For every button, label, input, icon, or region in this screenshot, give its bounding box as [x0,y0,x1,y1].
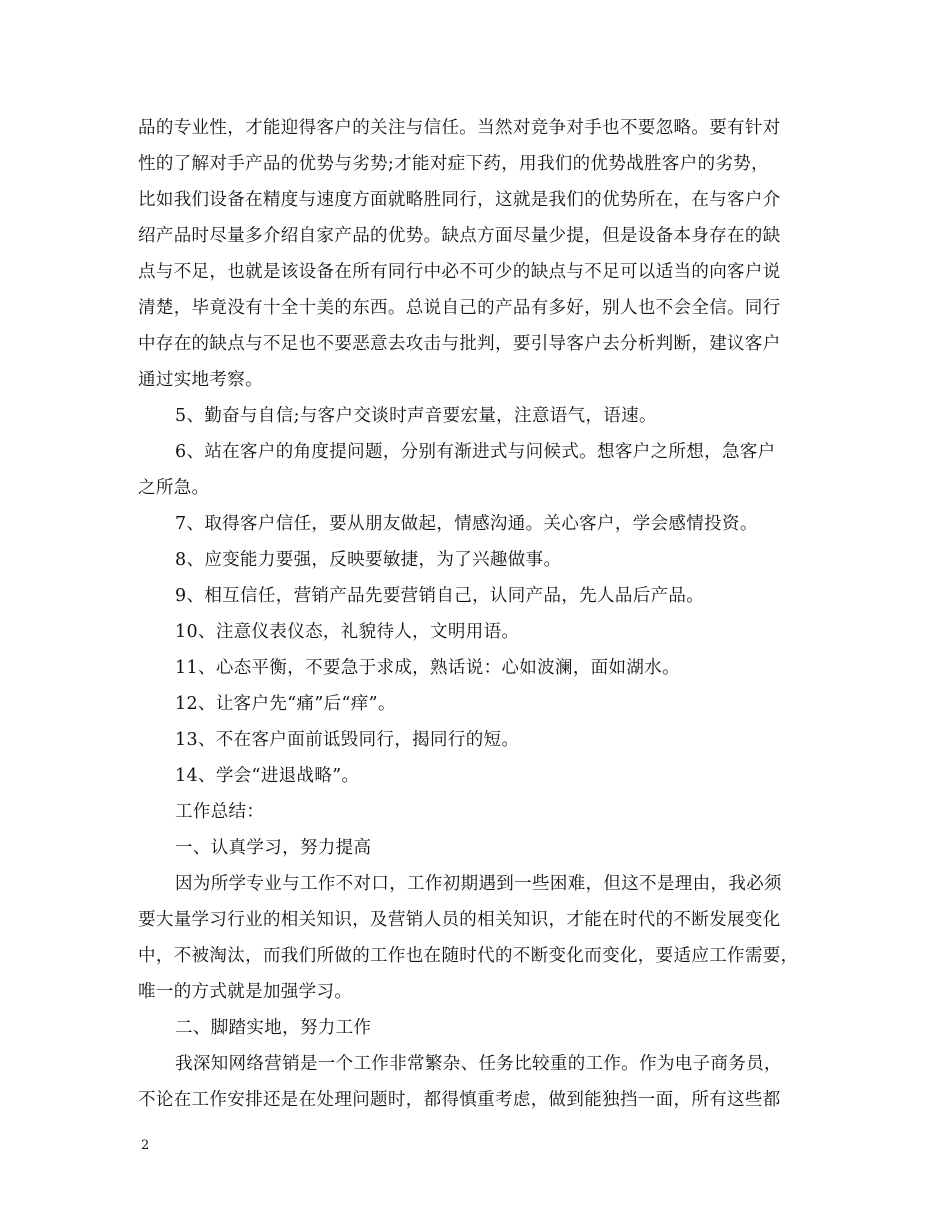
text-line: 不论在工作安排还是在处理问题时，都得慎重考虑，做到能独挡一面，所有这些都 [138,1090,781,1110]
text-line: 我深知网络营销是一个工作非常繁杂、任务比较重的工作。作为电子商务员， [175,1054,782,1074]
list-item-8: 8、应变能力要强，反映要敏捷，为了兴趣做事。 [175,550,562,570]
text-line: 中，不被淘汰，而我们所做的工作也在随时代的不断变化而变化，要适应工作需要， [138,946,799,966]
text-line: 性的了解对手产品的优势与劣势;才能对症下药，用我们的优势战胜客户的劣势， [138,154,769,174]
text-line: 唯一的方式就是加强学习。 [138,982,353,1002]
subsection-heading: 二、脚踏实地，努力工作 [175,1018,372,1038]
list-item-14: 14、学会“进退战略”。 [175,766,360,786]
text-line: 清楚，毕竟没有十全十美的东西。总说自己的产品有多好，别人也不会全信。同行 [138,298,781,318]
text-line: 中存在的缺点与不足也不要恶意去攻击与批判，要引导客户去分析判断，建议客户 [138,334,781,354]
text-line: 品的专业性，才能迎得客户的关注与信任。当然对竞争对手也不要忽略。要有针对 [138,118,781,138]
list-item-9: 9、相互信任，营销产品先要营销自己，认同产品，先人品后产品。 [175,586,705,606]
list-item-5: 5、勤奋与自信;与客户交谈时声音要宏量，注意语气，语速。 [175,406,657,426]
text-line: 比如我们设备在精度与速度方面就略胜同行，这就是我们的优势所在，在与客户介 [138,190,781,210]
list-item-12: 12、让客户先“痛”后“痒”。 [175,694,396,714]
list-item-11: 11、心态平衡，不要急于求成，熟话说：心如波澜，面如湖水。 [175,658,680,678]
text-line: 之所急。 [138,478,210,498]
text-line: 点与不足，也就是该设备在所有同行中必不可少的缺点与不足可以适当的向客户说 [138,262,781,282]
text-line: 通过实地考察。 [138,370,263,390]
subsection-heading: 一、认真学习，努力提高 [175,838,372,858]
text-line: 因为所学专业与工作不对口，工作初期遇到一些困难，但这不是理由，我必须 [175,874,782,894]
list-item-6: 6、站在客户的角度提问题，分别有渐进式与问候式。想客户之所想，急客户 [175,442,776,462]
section-heading: 工作总结： [175,802,265,822]
text-line: 绍产品时尽量多介绍自家产品的优势。缺点方面尽量少提，但是设备本身存在的缺 [138,226,781,246]
list-item-13: 13、不在客户面前诋毁同行，揭同行的短。 [175,730,520,750]
text-line: 要大量学习行业的相关知识，及营销人员的相关知识，才能在时代的不断发展变化 [138,910,781,930]
list-item-7: 7、取得客户信任，要从朋友做起，情感沟通。关心客户，学会感情投资。 [175,514,758,534]
page-number: 2 [141,1138,150,1153]
list-item-10: 10、注意仪表仪态，礼貌待人，文明用语。 [175,622,520,642]
